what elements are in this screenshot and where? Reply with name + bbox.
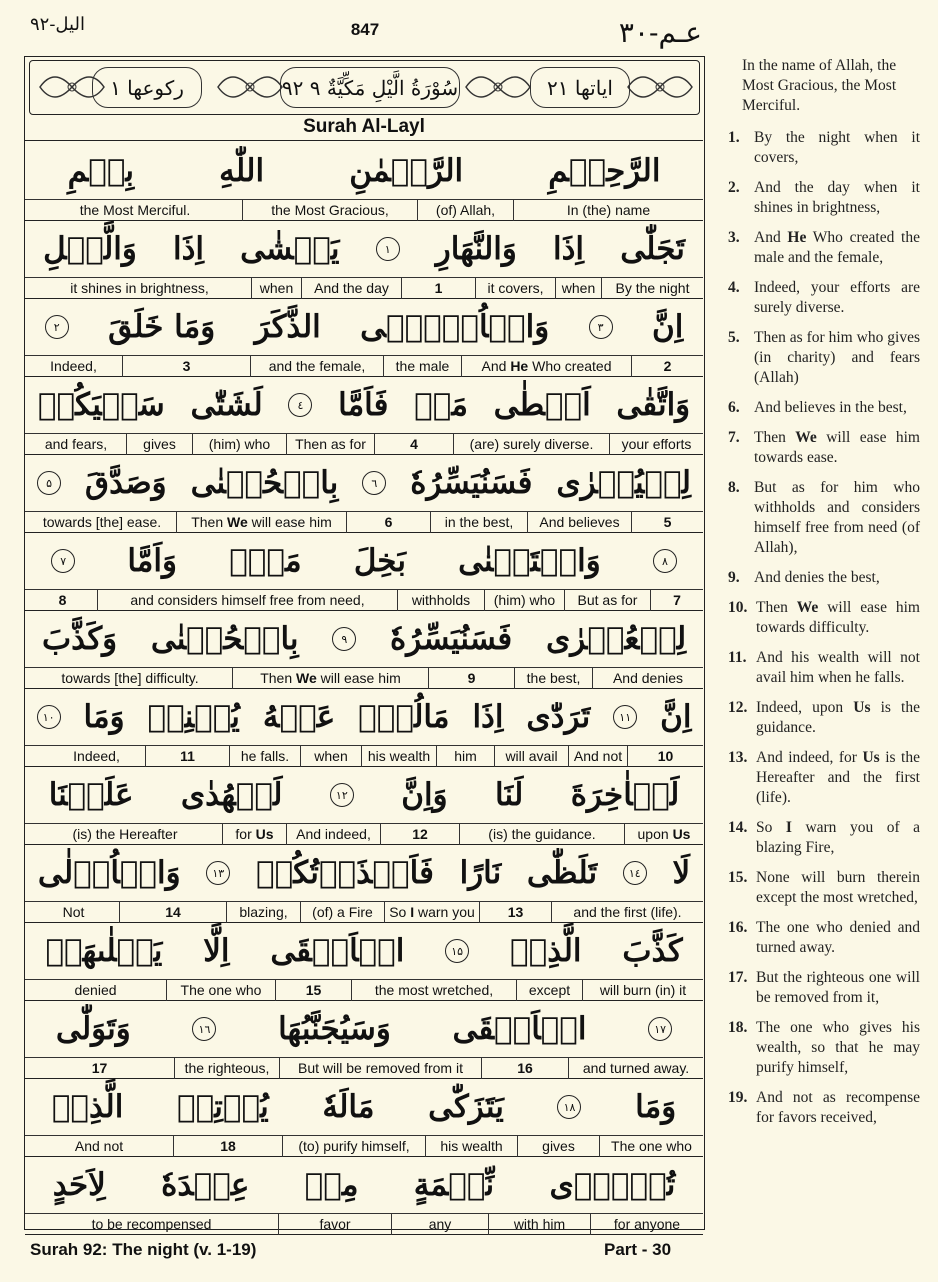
english-gloss-line [25, 667, 703, 689]
verse-number: 12 [380, 824, 459, 845]
translation-verse [728, 128, 920, 168]
ayah-marker-icon: ٦ [362, 471, 386, 495]
english-gloss: Then as for [286, 434, 374, 455]
verse-row [25, 611, 703, 689]
verse-row [25, 533, 703, 611]
arabic-word: اِذَا [553, 231, 585, 267]
arabic-word: وَاِنَّ [401, 777, 448, 813]
arabic-word: عِنۡدَهٗ [161, 1167, 250, 1203]
english-gloss: when [251, 278, 301, 299]
arabic-word: یُؤۡتِیۡ [177, 1089, 269, 1125]
verse-number: 17 [91, 1060, 108, 1076]
arabic-word: کَذَّبَ [622, 933, 683, 969]
arabic-word: اِذَا [173, 231, 205, 267]
english-gloss: with him [488, 1214, 590, 1235]
arabic-word: مَالَهٗ [322, 1089, 375, 1125]
arabic-word: یَغۡشٰی [240, 231, 340, 267]
arabic-word: نَارًا [459, 855, 502, 891]
english-gloss: gives [517, 1136, 599, 1157]
english-gloss: And denies [592, 668, 703, 689]
translation-verse [728, 278, 920, 318]
english-gloss: to be recompensed [91, 1216, 212, 1232]
verse-number: 10 [627, 746, 703, 767]
arabic-word: الَّذِیۡ [51, 1089, 124, 1125]
english-gloss: The one who [599, 1136, 703, 1157]
english-gloss: Then We will ease him [176, 512, 346, 533]
english-gloss-line [25, 979, 703, 1001]
arabic-word: سَعۡیَکُمۡ [37, 387, 165, 423]
arabic-word: اَعۡطٰی [493, 387, 591, 423]
arabic-line [25, 1157, 703, 1213]
ayah-marker-icon: ۳ [589, 315, 613, 339]
english-gloss: (to) purify himself, [282, 1136, 425, 1157]
arabic-line [25, 143, 703, 199]
translation-verse-text: But as for him who withholds and considers himself free from need (of Allah), [754, 479, 920, 556]
translation-verse-text: And He Who created the male and the female, [754, 229, 920, 266]
arabic-line [25, 923, 703, 979]
translation-verse [728, 328, 920, 388]
verse-row [25, 845, 703, 923]
english-gloss-line [25, 511, 703, 533]
quran-frame [24, 56, 705, 1230]
english-gloss-line [25, 589, 703, 611]
ayah-marker-icon: ۱۳ [206, 861, 230, 885]
english-gloss-line [25, 1213, 703, 1235]
english-gloss: towards [the] difficulty. [61, 670, 199, 686]
arabic-word: بِالۡحُسۡنٰی [150, 621, 299, 657]
english-gloss: will avail [494, 746, 568, 767]
footer-part-label: Part - 30 [604, 1240, 672, 1259]
translation-verse-number: 1. [728, 129, 740, 146]
translation-verse-text: By the night when it covers, [754, 129, 920, 166]
surah-title: Surah Al-Layl [25, 115, 703, 141]
english-gloss: withholds [397, 590, 484, 611]
translation-verse-text: So I warn you of a blazing Fire, [756, 819, 921, 856]
translation-verse [728, 178, 920, 218]
ayah-marker-icon: ۱۸ [557, 1095, 581, 1119]
arabic-word: لَلۡاٰخِرَةَ [570, 777, 680, 813]
arabic-word: فَسَنُیَسِّرُهٗ [410, 465, 533, 501]
arabic-word: الۡاَتۡقَی [452, 1011, 587, 1047]
arabic-word: وَمَا [635, 1089, 677, 1125]
translation-verse-number: 19. [728, 1089, 748, 1106]
english-gloss: gives [126, 434, 192, 455]
verse-number: 7 [650, 590, 703, 611]
english-gloss: and the female, [250, 356, 383, 377]
translation-verse [728, 398, 920, 418]
verse-row [25, 1157, 703, 1235]
arabic-word: عَنۡهُ [262, 699, 336, 735]
ayah-marker-icon: ۸ [653, 549, 677, 573]
verse-number: 13 [479, 902, 551, 923]
english-gloss: the Most Gracious, [242, 200, 417, 221]
translation-verse-text: Indeed, upon Us is the guidance. [756, 699, 920, 736]
ornament-mid-right-icon [462, 65, 534, 110]
english-gloss: favor [278, 1214, 391, 1235]
english-gloss: And believes [527, 512, 631, 533]
arabic-word: فَاَنۡذَرۡتُکُمۡ [255, 855, 434, 891]
verse-number: 3 [122, 356, 250, 377]
arabic-word: وَالۡاُوۡلٰی [37, 855, 181, 891]
ornament-mid-left-icon [214, 65, 286, 110]
arabic-word: بِسۡمِ [67, 153, 135, 189]
verse-number: 9 [428, 668, 514, 689]
arabic-line [25, 845, 703, 901]
english-gloss: But will be removed from it [279, 1058, 481, 1079]
english-gloss: (him) who [192, 434, 286, 455]
translation-verse-number: 13. [728, 749, 748, 766]
translation-verse [728, 648, 920, 688]
english-gloss: towards [the] ease. [42, 514, 162, 530]
english-gloss: for anyone [590, 1214, 703, 1235]
ayah-marker-icon: ۹ [332, 627, 356, 651]
verse-number: 1 [401, 278, 475, 299]
english-gloss: And indeed, [286, 824, 380, 845]
arabic-word: اِلَّا [203, 933, 230, 969]
english-gloss: him [436, 746, 494, 767]
arabic-word: وَالنَّهَارِ [435, 231, 517, 267]
english-gloss: upon Us [624, 824, 703, 845]
english-gloss: the Most Merciful. [79, 202, 191, 218]
verse-row [25, 689, 703, 767]
arabic-word: الرَّحۡمٰنِ [349, 153, 464, 189]
arabic-word: نِّعۡمَةٍ [413, 1167, 495, 1203]
verse-row [25, 1079, 703, 1157]
translation-verse-number: 8. [728, 479, 740, 496]
arabic-word: لَا [672, 855, 691, 891]
arabic-word: وَالَّیۡلِ [43, 231, 137, 267]
translation-verse-text: Then We will ease him towards ease. [754, 429, 920, 466]
translation-verse-text: Then as for him who gives (in charity) and fears (Allah) [754, 329, 920, 386]
translation-verse-number: 18. [728, 1019, 748, 1036]
arabic-word: فَاَمَّا [338, 387, 389, 423]
english-gloss: And the day [301, 278, 401, 299]
english-gloss-line [25, 823, 703, 845]
ayah-marker-icon: ۱۲ [330, 783, 354, 807]
english-gloss: (of) a Fire [300, 902, 384, 923]
ornament-right-icon [624, 65, 696, 110]
ayah-marker-icon: ۱٤ [623, 861, 647, 885]
translation-verse [728, 868, 920, 908]
english-gloss: And not [568, 746, 627, 767]
english-gloss: Then We will ease him [232, 668, 428, 689]
translation-verse-number: 17. [728, 969, 748, 986]
english-gloss: it covers, [475, 278, 555, 299]
arabic-word: تَجَلّٰی [620, 231, 685, 267]
ayah-marker-icon: ۱۱ [613, 705, 637, 729]
english-gloss: (of) Allah, [417, 200, 513, 221]
translation-verse-number: 2. [728, 179, 740, 196]
translation-verse-number: 16. [728, 919, 748, 936]
arabic-word: تَلَظّٰی [526, 855, 598, 891]
verse-row [25, 1001, 703, 1079]
translation-verse [728, 478, 920, 558]
ayah-marker-icon: ٤ [288, 393, 312, 417]
ayahs-cartouche [530, 67, 630, 108]
verse-number: 15 [275, 980, 351, 1001]
translation-verse-text: The one who denied and turned away. [756, 919, 920, 956]
arabic-word: وَمَا [83, 699, 125, 735]
arabic-word: فَسَنُیَسِّرُهٗ [390, 621, 513, 657]
surah-name-cartouche [280, 67, 460, 108]
surah-banner [29, 60, 700, 115]
english-gloss: blazing, [226, 902, 300, 923]
arabic-word: تُجۡزٰۤی [549, 1167, 676, 1203]
translation-verse-text: And his wealth will not avail him when he falls. [756, 649, 920, 686]
arabic-line [25, 1079, 703, 1135]
english-gloss: and turned away. [568, 1058, 703, 1079]
verse-row [25, 455, 703, 533]
english-gloss-line [25, 355, 703, 377]
page-header [0, 0, 938, 56]
translation-verse-text: And indeed, for Us is the Hereafter and the first (life). [756, 749, 920, 806]
english-gloss: will burn (in) it [582, 980, 703, 1001]
english-gloss: your efforts [609, 434, 703, 455]
translation-verse [728, 1018, 920, 1078]
arabic-word: تَرَدّٰی [526, 699, 591, 735]
arabic-line [25, 611, 703, 667]
translation-verse-text: And not as recompense for favors received, [756, 1089, 920, 1126]
arabic-word: مَالُهٗۤ [358, 699, 450, 735]
translation-verse [728, 818, 920, 858]
translation-intro: In the name of Allah, the Most Gracious, the Most Merciful. [742, 57, 897, 114]
verse-number: 8 [58, 592, 67, 608]
english-gloss: Indeed, [73, 748, 120, 764]
english-gloss: Not [62, 904, 85, 920]
verse-number: 11 [145, 746, 229, 767]
ayah-marker-icon: ۱۷ [648, 1017, 672, 1041]
rukus-count: رکوعها ۱ [110, 75, 184, 100]
translation-verse-number: 11. [728, 649, 747, 666]
verse-number: 18 [173, 1136, 282, 1157]
ayah-marker-icon: ۱۵ [445, 939, 469, 963]
arabic-word: وَاَمَّا [127, 543, 177, 579]
verse-number: 6 [346, 512, 430, 533]
english-gloss: Indeed, [50, 358, 97, 374]
translation-verse-number: 5. [728, 329, 740, 346]
english-gloss: (him) who [484, 590, 564, 611]
translation-verse-number: 12. [728, 699, 748, 716]
english-gloss: But as for [564, 590, 650, 611]
english-gloss: (are) surely diverse. [453, 434, 609, 455]
arabic-line [25, 455, 703, 511]
translation-verse-text: And the day when it shines in brightness, [754, 179, 920, 216]
arabic-word: یَتَزَکّٰی [428, 1089, 504, 1125]
translation-verse-text: And believes in the best, [754, 399, 907, 416]
verse-number: 5 [631, 512, 703, 533]
arabic-word: اِنَّ [660, 699, 692, 735]
english-gloss: In (the) name [513, 200, 703, 221]
english-gloss: the righteous, [174, 1058, 279, 1079]
translation-verse [728, 698, 920, 738]
english-gloss: for Us [222, 824, 286, 845]
translation-verse [728, 1088, 920, 1128]
translation-verse [728, 748, 920, 808]
translation-verse-text: Then We will ease him towards difficulty. [756, 599, 920, 636]
arabic-line [25, 767, 703, 823]
english-gloss: any [391, 1214, 488, 1235]
english-gloss: except [516, 980, 582, 1001]
arabic-line [25, 689, 703, 745]
arabic-word: اللّٰهِ [219, 153, 265, 189]
translation-verse [728, 968, 920, 1008]
arabic-word: وَالۡاُنۡثٰۤی [360, 309, 550, 345]
translation-verse-text: But the righteous one will be removed from it, [756, 969, 920, 1006]
verse-row [25, 767, 703, 845]
english-gloss: denied [74, 982, 117, 998]
english-gloss: and fears, [44, 436, 108, 452]
english-gloss: when [555, 278, 601, 299]
translation-verse [728, 228, 920, 268]
arabic-word: وَصَدَّقَ [85, 465, 167, 501]
translation-verse-text: The one who gives his wealth, so that he may purify himself, [756, 1019, 920, 1076]
arabic-word: وَکَذَّبَ [41, 621, 118, 657]
english-gloss: in the best, [430, 512, 527, 533]
verse-row [25, 923, 703, 1001]
arabic-word: عَلَیۡنَا [48, 777, 134, 813]
arabic-word: لِلۡیُسۡرٰی [556, 465, 692, 501]
arabic-word: یَصۡلٰىهَاۤ [45, 933, 163, 969]
translation-verse-number: 4. [728, 279, 740, 296]
arabic-word: وَتَوَلّٰی [55, 1011, 131, 1047]
translation-verse [728, 598, 920, 638]
arabic-word: اِنَّ [651, 309, 684, 345]
header-surah-ref: الیل-۹۲ [30, 14, 85, 35]
translation-verse-number: 10. [728, 599, 748, 616]
english-gloss: And not [74, 1138, 124, 1154]
english-gloss-line [25, 433, 703, 455]
arabic-word: وَاسۡتَغۡنٰی [458, 543, 601, 579]
english-gloss: it shines in brightness, [70, 280, 209, 296]
arabic-line [25, 299, 703, 355]
english-gloss: The one who [166, 980, 275, 1001]
arabic-word: یُغۡنِیۡ [147, 699, 240, 735]
english-gloss: (is) the guidance. [459, 824, 624, 845]
arabic-word: لِاَحَدٍ [52, 1167, 106, 1203]
ayah-count: ایاتها ۲۱ [547, 75, 613, 100]
arabic-word: الذَّکَرَ [254, 309, 321, 345]
translation-verse-text: Indeed, your efforts are surely diverse. [754, 279, 920, 316]
english-gloss: and the first (life). [551, 902, 703, 923]
arabic-line [25, 221, 703, 277]
arabic-word: لَنَا [495, 777, 524, 813]
verse-row [25, 299, 703, 377]
english-gloss: his wealth [361, 746, 436, 767]
translation-verse-number: 6. [728, 399, 740, 416]
english-gloss: By the night [601, 278, 703, 299]
verse-number: 16 [481, 1058, 568, 1079]
translation-verse-number: 9. [728, 569, 740, 586]
english-gloss: his wealth [425, 1136, 517, 1157]
verse-row [25, 221, 703, 299]
english-gloss: (is) the Hereafter [72, 826, 178, 842]
english-gloss-line [25, 277, 703, 299]
english-gloss: and considers himself free from need, [97, 590, 397, 611]
arabic-word: وَمَا خَلَقَ [108, 309, 216, 345]
ayah-marker-icon: ۵ [37, 471, 61, 495]
page-number: 847 [350, 20, 380, 39]
arabic-word: لِلۡعُسۡرٰی [545, 621, 687, 657]
verse-row [25, 143, 703, 221]
arabic-line [25, 1001, 703, 1057]
ayah-marker-icon: ۷ [51, 549, 75, 573]
english-gloss: he falls. [229, 746, 300, 767]
ayah-marker-icon: ۲ [45, 315, 69, 339]
arabic-word: الَّذِیۡ [510, 933, 582, 969]
english-gloss-line [25, 745, 703, 767]
arabic-line [25, 533, 703, 589]
arabic-word: وَسَیُجَنَّبُهَا [278, 1011, 391, 1047]
english-gloss-line [25, 901, 703, 923]
arabic-line [25, 377, 703, 433]
arabic-word: مَنۡۢ [229, 543, 302, 579]
verse-row [25, 377, 703, 455]
arabic-word: الۡاَشۡقَی [270, 933, 405, 969]
footer-surah-label: Surah 92: The night (v. 1-19) [30, 1240, 257, 1259]
english-gloss: the most wretched, [351, 980, 516, 1001]
english-gloss: And He Who created [461, 356, 631, 377]
verse-number: 4 [374, 434, 453, 455]
translation-verse-text: And denies the best, [754, 569, 880, 586]
arabic-word: وَاتَّقٰی [616, 387, 691, 423]
ayah-marker-icon: ۱ [376, 237, 400, 261]
arabic-word: اِذَا [472, 699, 504, 735]
arabic-word: لَشَتّٰی [190, 387, 263, 423]
arabic-word: الرَّحِیۡمِ [548, 153, 661, 189]
english-gloss: when [300, 746, 361, 767]
rukus-cartouche [92, 67, 202, 108]
arabic-word: لَلۡهُدٰی [180, 777, 283, 813]
arabic-word: بَخِلَ [353, 543, 406, 579]
arabic-word: مَنۡ [414, 387, 468, 423]
translation-column [728, 56, 920, 1138]
translation-verses [728, 128, 920, 1128]
translation-verse-number: 3. [728, 229, 740, 246]
verse-number: 14 [119, 902, 226, 923]
translation-verse-text: None will burn therein except the most wretched, [756, 869, 920, 906]
translation-verse-number: 15. [728, 869, 748, 886]
english-gloss: the male [383, 356, 461, 377]
arabic-word: مِنۡ [304, 1167, 359, 1203]
translation-verse [728, 918, 920, 958]
ayah-marker-icon: ۱٦ [192, 1017, 216, 1041]
translation-verse [728, 568, 920, 588]
translation-verse [728, 428, 920, 468]
verse-number: 2 [631, 356, 703, 377]
english-gloss: So I warn you [384, 902, 479, 923]
header-part-ref: عـم-۳۰ [618, 16, 702, 49]
english-gloss-line [25, 1057, 703, 1079]
ayah-marker-icon: ۱۰ [37, 705, 61, 729]
surah-arabic-name: ۹۲ سُوْرَةُ الَّیْلِ مَکِّیَّةٌ ۹ [281, 75, 459, 100]
translation-verse-number: 14. [728, 819, 748, 836]
english-gloss-line [25, 199, 703, 221]
english-gloss: the best, [514, 668, 592, 689]
english-gloss-line [25, 1135, 703, 1157]
arabic-word: بِالۡحُسۡنٰی [190, 465, 339, 501]
translation-verse-number: 7. [728, 429, 740, 446]
